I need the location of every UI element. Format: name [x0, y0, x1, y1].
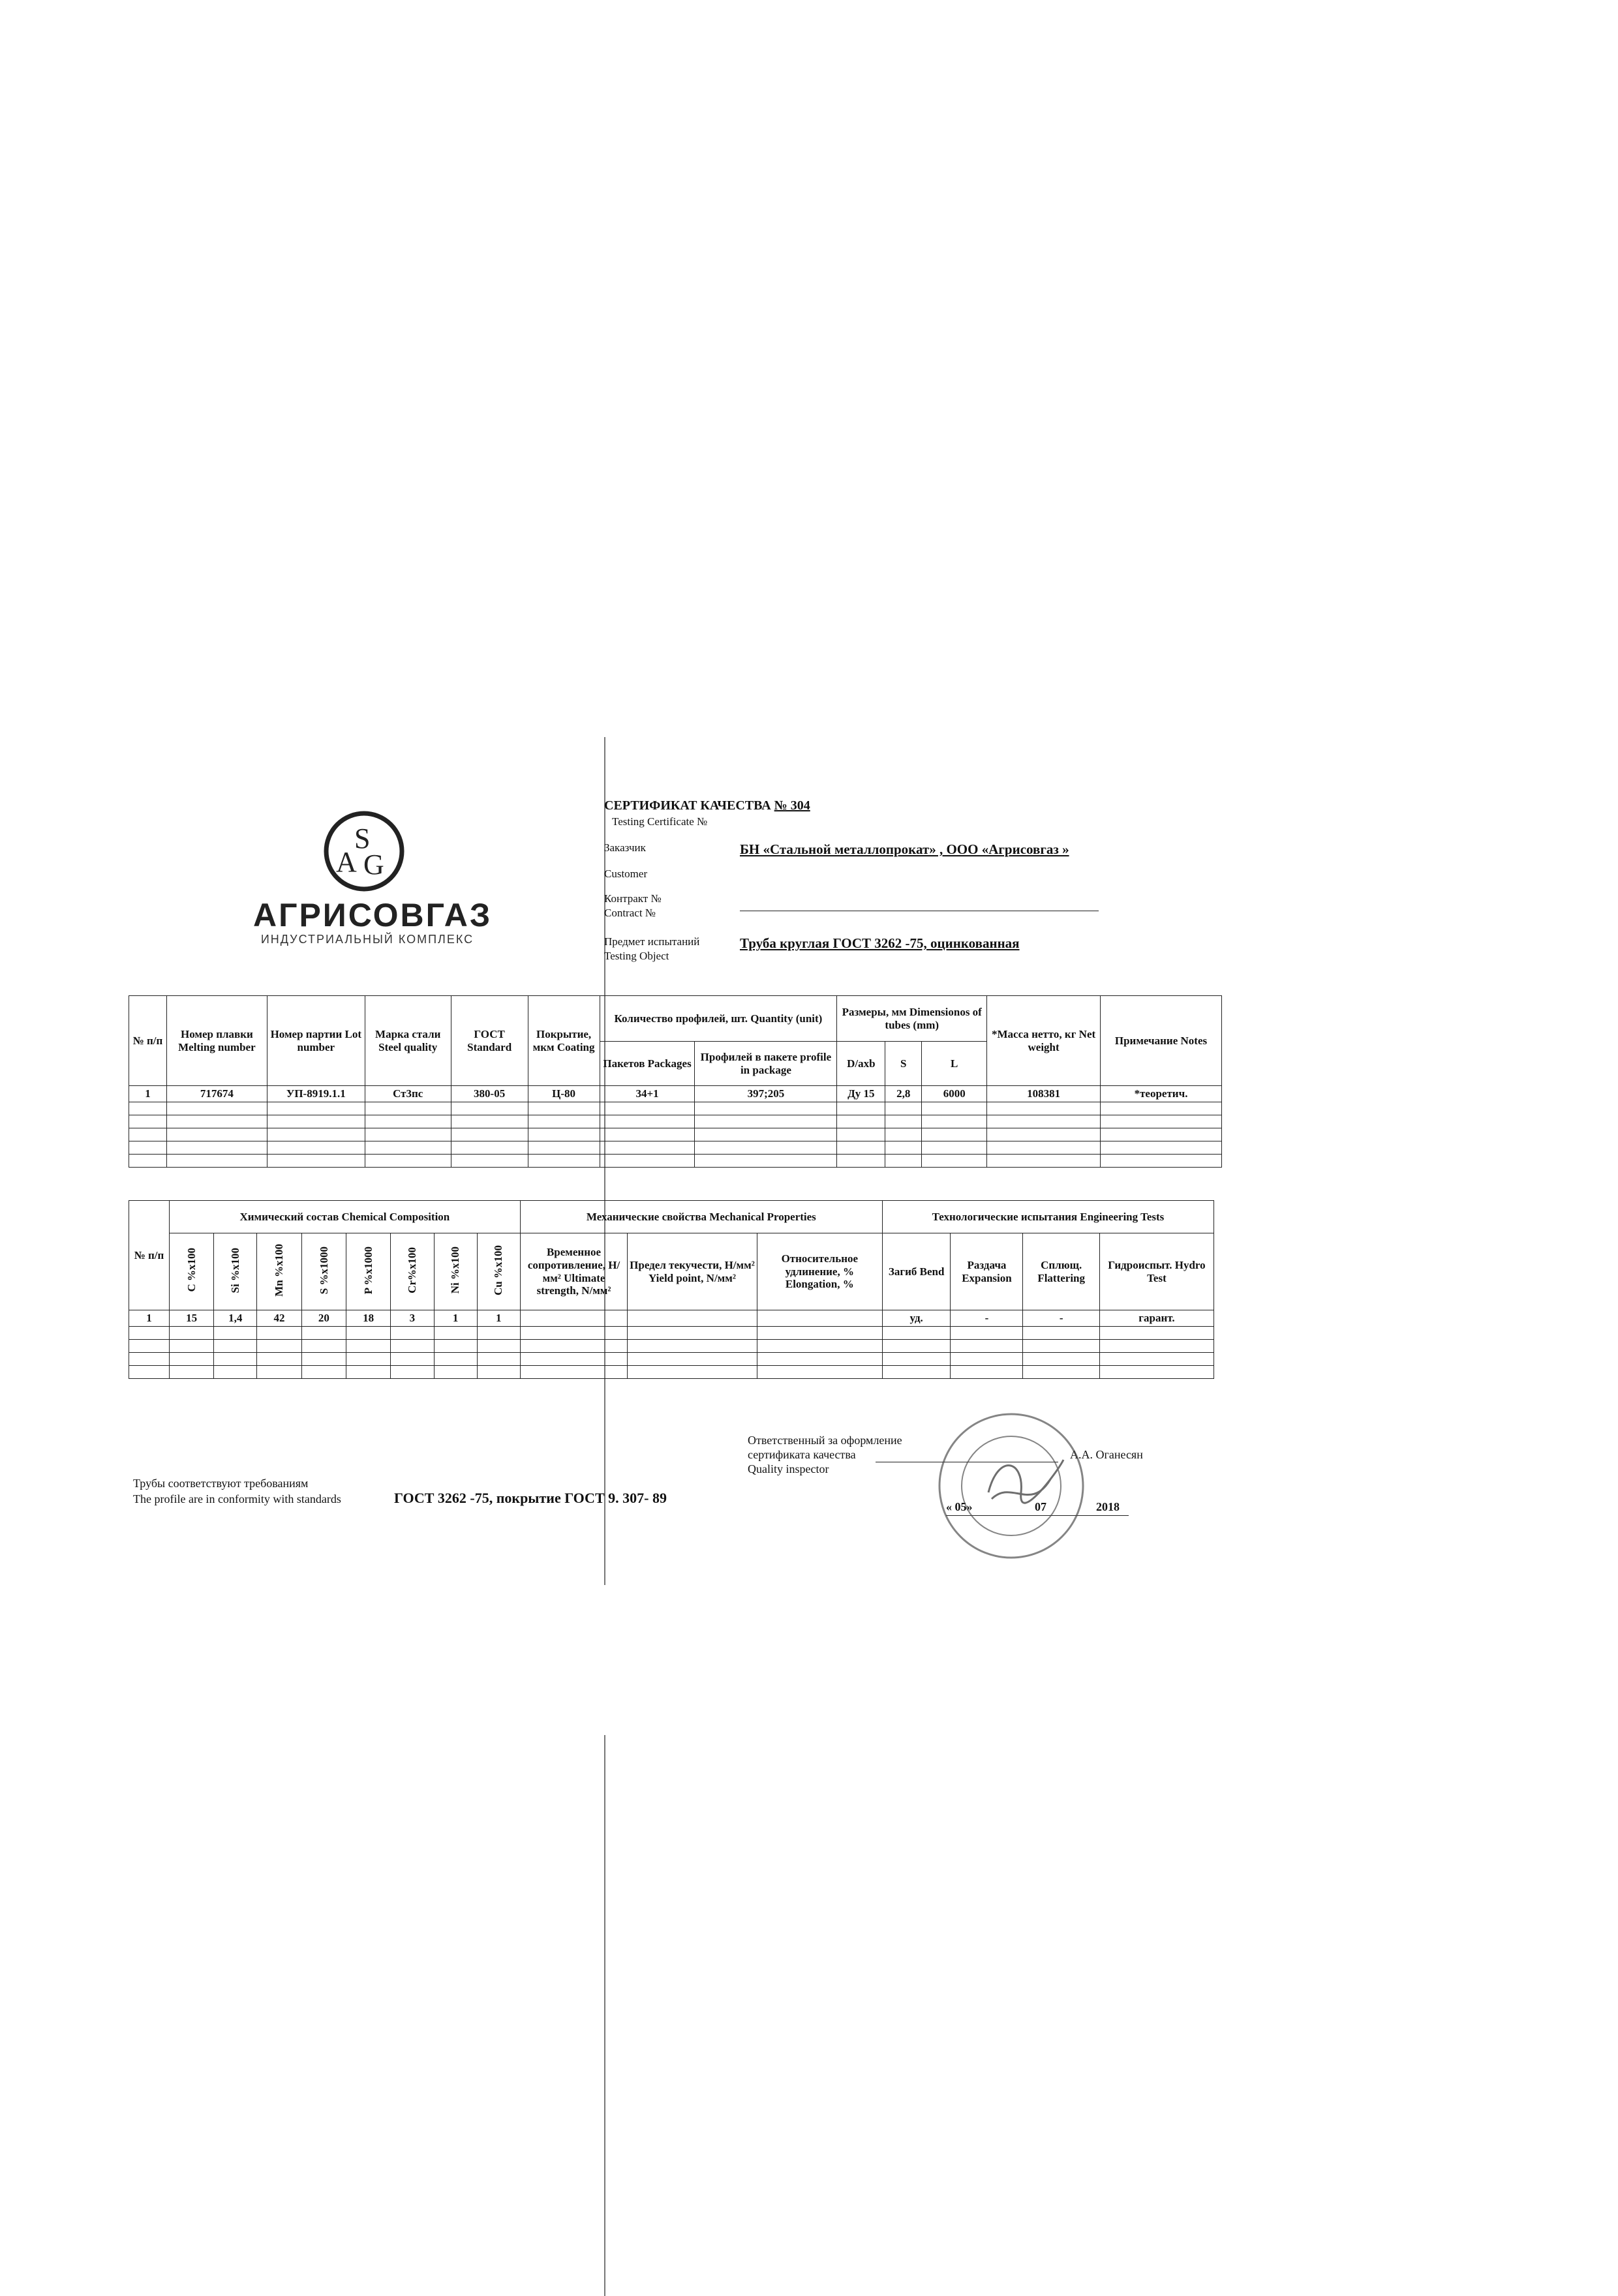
col-net-weight: *Масса нетто, кг Net weight — [987, 996, 1101, 1086]
cell-bend: уд. — [882, 1310, 951, 1327]
col-melting: Номер плавки Melting number — [166, 996, 267, 1086]
col-elongation: Относительное удлинение, % Elongation, % — [757, 1233, 882, 1310]
cell-net-weight: 108381 — [987, 1086, 1101, 1102]
product-table — [129, 995, 1222, 1168]
col-quantity: Количество профилей, шт. Quantity (unit) — [600, 996, 837, 1042]
contract-value-line — [740, 910, 1099, 911]
table-row — [129, 1327, 1214, 1340]
properties-table — [129, 1200, 1214, 1379]
col-s-chem: S %x1000 — [301, 1233, 346, 1310]
company-name: АГРИСОВГАЗ — [253, 897, 493, 933]
inspector-label-ru-2: сертификата качества — [748, 1448, 856, 1461]
company-subtitle: ИНДУСТРИАЛЬНЫЙ КОМПЛЕКС — [260, 933, 474, 946]
col-engineering: Технологические испытания Engineering Tests — [882, 1201, 1214, 1233]
table-row — [129, 1155, 1222, 1168]
cell-ni: 1 — [434, 1310, 477, 1327]
col-ni: Ni %x100 — [434, 1233, 477, 1310]
cell-cr: 3 — [391, 1310, 434, 1327]
table-row — [129, 1115, 1222, 1128]
inspector-label-en: Quality inspector — [748, 1462, 829, 1475]
scan-fold-line-lower — [604, 1735, 605, 2296]
certificate-title-en: Testing Certificate № — [612, 815, 708, 828]
cell-gost: 380-05 — [451, 1086, 528, 1102]
cell-cu: 1 — [477, 1310, 520, 1327]
cell-flattering: - — [1023, 1310, 1099, 1327]
table-row — [129, 1141, 1222, 1155]
table-row — [129, 1340, 1214, 1353]
col-no: № п/п — [129, 996, 167, 1086]
col-dimensions: Размеры, мм Dimensionos of tubes (mm) — [837, 996, 987, 1042]
col-bend: Загиб Bend — [882, 1233, 951, 1310]
company-logo-icon — [322, 809, 406, 894]
cell-hydro: гарант. — [1099, 1310, 1214, 1327]
cell-c: 15 — [169, 1310, 213, 1327]
cell-melting: 717674 — [166, 1086, 267, 1102]
contract-label-ru: Контракт № — [604, 892, 662, 905]
col-c: C %x100 — [169, 1233, 213, 1310]
col-ultimate: Временное сопротивление, Н/мм² Ultimate strength, N/мм² — [520, 1233, 627, 1310]
col-dxb: D/axb — [837, 1042, 885, 1086]
cell-packages: 34+1 — [600, 1086, 695, 1102]
conformity-en: The profile are in conformity with standards — [133, 1492, 341, 1505]
cell-elongation — [757, 1310, 882, 1327]
col-cu: Cu %x100 — [477, 1233, 520, 1310]
cell-ultimate — [520, 1310, 627, 1327]
conformity-standards: ГОСТ 3262 -75, покрытие ГОСТ 9. 307- 89 — [394, 1490, 667, 1506]
cell-dxb: Ду 15 — [837, 1086, 885, 1102]
cell-steel: Ст3пс — [365, 1086, 451, 1102]
contract-label-en: Contract № — [604, 907, 656, 919]
cell-s: 20 — [301, 1310, 346, 1327]
col-hydro: Гидроиспыт. Hydro Test — [1099, 1233, 1214, 1310]
cell-notes: *теоретич. — [1101, 1086, 1222, 1102]
cell-yield — [628, 1310, 757, 1327]
customer-label-en: Customer — [604, 868, 648, 880]
col-steel: Марка стали Steel quality — [365, 996, 451, 1086]
subject-value: Труба круглая ГОСТ 3262 -75, оцинкованная — [740, 935, 1020, 951]
table-row — [129, 1366, 1214, 1379]
col-chemical: Химический состав Chemical Composition — [169, 1201, 520, 1233]
table-row — [129, 1128, 1222, 1141]
col-flattering: Сплющ. Flattering — [1023, 1233, 1099, 1310]
customer-value: БН «Стальной металлопрокат» , ООО «Агрисовгаз » — [740, 841, 1069, 857]
svg-text:S: S — [354, 823, 371, 854]
col-expansion: Раздача Expansion — [951, 1233, 1023, 1310]
company-stamp-icon — [926, 1401, 1096, 1571]
col-l: L — [922, 1042, 987, 1086]
col-gost: ГОСТ Standard — [451, 996, 528, 1086]
cell-mn: 42 — [257, 1310, 301, 1327]
subject-label-en: Testing Object — [604, 950, 669, 962]
col-packages: Пакетов Packages — [600, 1042, 695, 1086]
cell-expansion: - — [951, 1310, 1023, 1327]
table-row — [129, 1353, 1214, 1366]
cell-no: 1 — [129, 1086, 167, 1102]
customer-label-ru: Заказчик — [604, 841, 646, 854]
col2-no: № п/п — [129, 1201, 170, 1310]
cell-si: 1,4 — [214, 1310, 257, 1327]
col-p: P %x1000 — [346, 1233, 391, 1310]
cell-profile-in-package: 397;205 — [695, 1086, 837, 1102]
col-cr: Cr%x100 — [391, 1233, 434, 1310]
cell-p: 18 — [346, 1310, 391, 1327]
svg-text:G: G — [363, 849, 384, 881]
inspector-label-ru-1: Ответственный за оформление — [748, 1434, 902, 1447]
cell-lot: УП-8919.1.1 — [267, 1086, 365, 1102]
col-coating: Покрытие, мкм Coating — [528, 996, 600, 1086]
certificate-number: № 304 — [774, 798, 810, 813]
certificate-title: СЕРТИФИКАТ КАЧЕСТВА № 304 — [604, 798, 810, 813]
cell-no: 1 — [129, 1310, 170, 1327]
col-mn: Mn %x100 — [257, 1233, 301, 1310]
date-year: 2018 — [1096, 1500, 1120, 1513]
col-profile-in-package: Профилей в пакете profile in package — [695, 1042, 837, 1086]
inspector-name: А.А. Оганесян — [1070, 1448, 1143, 1461]
svg-text:A: A — [336, 846, 357, 878]
col-s: S — [885, 1042, 922, 1086]
col-yield: Предел текучести, Н/мм² Yield point, N/мм² — [628, 1233, 757, 1310]
col-si: Si %x100 — [214, 1233, 257, 1310]
table-row — [129, 1086, 1222, 1102]
table-row — [129, 1310, 1214, 1327]
col-mechanical: Механические свойства Mechanical Properties — [520, 1201, 882, 1233]
cell-coating: Ц-80 — [528, 1086, 600, 1102]
table-row — [129, 1102, 1222, 1115]
subject-label-ru: Предмет испытаний — [604, 935, 700, 948]
date-month: 07 — [1035, 1500, 1046, 1513]
col-lot: Номер партии Lot number — [267, 996, 365, 1086]
conformity-ru: Трубы соответствуют требованиям — [133, 1477, 309, 1490]
cell-s: 2,8 — [885, 1086, 922, 1102]
date-day: « 05» — [946, 1500, 973, 1513]
cell-l: 6000 — [922, 1086, 987, 1102]
col-notes: Примечание Notes — [1101, 996, 1222, 1086]
